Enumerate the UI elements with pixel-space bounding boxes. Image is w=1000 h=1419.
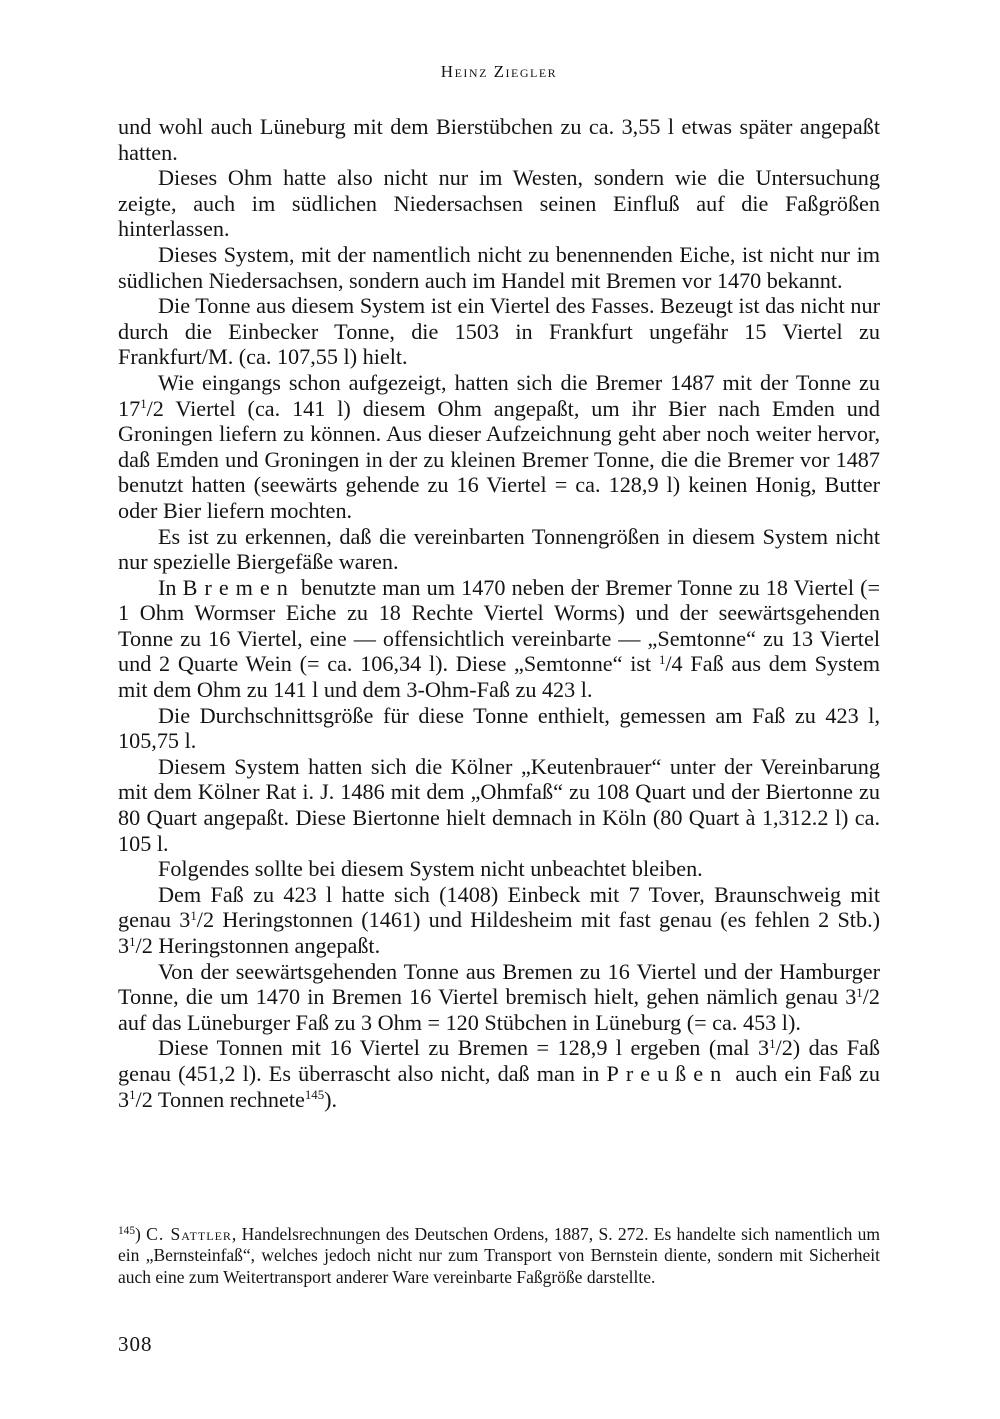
text-run: Von der seewärtsgehenden Tonne aus Bremen zu 16 Viertel und der Hamburger Tonne, die um 1470 in Bremen 16 Viertel bremisch hielt, gehen nämlich genau 3 — [118, 958, 880, 1010]
footnote-author: C. Sattler — [146, 1224, 232, 1244]
text-run: benutzte man um 1470 neben der Bremer Tonne zu 18 Viertel (= 1 Ohm Wormser Eiche zu 18 Rechte Viertel Worms) und der seewärtsgehenden Tonne zu 16 Viertel, eine — offensichtlich vereinbarte — „Semtonne“ zu 13 Viertel und 2 Quarte Wein (= ca. 106,34 l). Diese „Semtonne“ ist — [118, 574, 881, 677]
text-run: /2) das Faß genau (451,2 l). Es überrascht also nicht, daß man in — [118, 1035, 880, 1086]
paragraph: Folgendes sollte bei diesem System nicht unbeachtet bleiben. — [158, 856, 703, 882]
body-text — [118, 114, 880, 1112]
text-run: auch ein Faß zu 3 — [118, 1060, 881, 1112]
text-run: Dem Faß zu 423 l hatte sich (1408) Einbeck mit 7 Tover, Braunschweig mit genau 3 — [118, 881, 880, 933]
fraction-numerator: 1 — [658, 653, 666, 668]
text-run: /2 Tonnen rechnete — [135, 1086, 305, 1112]
footnote — [118, 1224, 880, 1288]
footnote-reference[interactable]: 145 — [304, 1088, 325, 1103]
footnote-marker-close: ) — [135, 1224, 141, 1244]
text-run: ). — [324, 1086, 338, 1112]
text-run: Wie eingangs schon aufgezeigt, hatten sich die Bremer 1487 mit der Tonne zu 17 — [118, 369, 880, 421]
text-run: /4 Faß aus dem System mit dem Ohm zu 141 l und dem 3-Ohm-Faß zu 423 l. — [118, 651, 881, 703]
fraction-numerator: 1 — [769, 1037, 776, 1052]
paragraph — [118, 575, 880, 703]
text-run: /2 Viertel (ca. 141 l) diesem Ohm angepaßt, um ihr Bier nach Emden und Groningen liefern zu können. Aus dieser Aufzeichnung geht aber noch weiter hervor, daß Emden und Groningen in der zu kleinen Bremer Tonne, die die Bremer vor 1487 benutzt hatten (seewärts gehende zu 16 Viertel = ca. 128,9 l) keinen Honig, Butter oder Bier liefern mochten. — [118, 395, 880, 523]
paragraph — [118, 1035, 880, 1112]
footnote-marker: 145 — [118, 1224, 136, 1237]
text-run: /2 auf das Lüneburger Faß zu 3 Ohm = 120 Stübchen in Lüneburg (= ca. 453 l). — [118, 984, 880, 1035]
fraction-numerator: 1 — [190, 909, 197, 924]
page — [118, 0, 880, 1419]
text-run: Diese Tonnen mit 16 Viertel zu Bremen = 128,9 l ergeben (mal 3 — [158, 1035, 770, 1061]
footnotes — [118, 1224, 880, 1288]
fraction-numerator: 1 — [129, 934, 136, 949]
running-head: Heinz Ziegler — [440, 62, 558, 81]
footnote-text: , Handelsrechnungen des Deutschen Ordens, 1887, S. 272. Es handelte sich namentlich um ein „Bernsteinfaß“, welches jedoch nicht nur zum Transport von Bernstein diente, sondern mit Sicherheit auch eine zum Weitertransport anderer Ware vereinbarte Faßgröße darstellte. — [118, 1224, 880, 1287]
paragraph: und wohl auch Lüneburg mit dem Bierstübchen zu ca. 3,55 l etwas später angepaßt hatten. — [118, 114, 880, 165]
paragraph — [118, 882, 880, 959]
fraction-numerator: 1 — [129, 1088, 136, 1103]
spaced-place-name: Bremen — [182, 574, 295, 600]
paragraph — [118, 959, 880, 1036]
paragraph — [118, 370, 880, 524]
text-run: /2 Heringstonnen angepaßt. — [135, 933, 381, 958]
paragraph: Es ist zu erkennen, daß die vereinbarten Tonnengrößen in diesem System nicht nur spezielle Biergefäße waren. — [118, 523, 880, 575]
paragraph: Die Durchschnittsgröße für diese Tonne enthielt, gemessen am Faß zu 423 l, 105,75 l. — [118, 702, 880, 754]
paragraph: Die Tonne aus diesem System ist ein Viertel des Fasses. Bezeugt ist das nicht nur durch die Einbecker Tonne, die 1503 in Frankfurt ungefähr 15 Viertel zu Frankfurt/M. (ca. 107,55 l) hielt. — [118, 293, 880, 370]
fraction-numerator: 1 — [140, 397, 147, 412]
paragraph: Dieses Ohm hatte also nicht nur im Westen, sondern wie die Untersuchung zeigte, auch im südlichen Niedersachsen seinen Einfluß auf die Faßgrößen hinterlassen. — [118, 165, 880, 242]
text-run: /2 Heringstonnen (1461) und Hildesheim mit fast genau (es fehlen 2 Stb.) 3 — [118, 907, 880, 958]
paragraph: Diesem System hatten sich die Kölner „Keutenbrauer“ unter der Vereinbarung mit dem Kölner Rat i. J. 1486 mit dem „Ohmfaß“ zu 108 Quart und der Biertonne zu 80 Quart angepaßt. Diese Biertonne hielt demnach in Köln (80 Quart à 1,312.2 l) ca. 105 l. — [118, 753, 880, 856]
fraction-numerator: 1 — [856, 986, 863, 1001]
spaced-place-name: Preußen — [606, 1060, 729, 1086]
paragraph: Dieses System, mit der namentlich nicht zu benennenden Eiche, ist nicht nur im südlichen Niedersachsen, sondern auch im Handel mit Bremen vor 1470 bekannt. — [118, 241, 880, 293]
text-run: In — [158, 574, 177, 600]
page-number: 308 — [118, 1332, 153, 1356]
